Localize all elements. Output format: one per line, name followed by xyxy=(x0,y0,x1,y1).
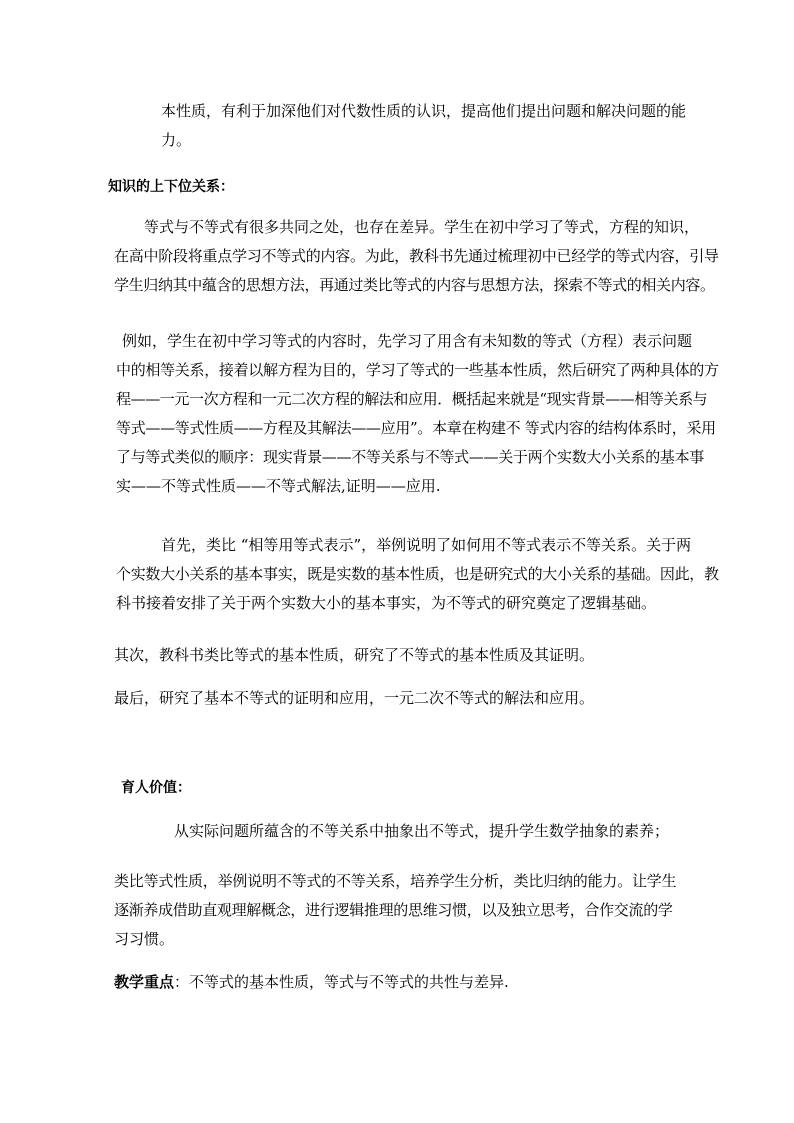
key-point-text: ：不等式的基本性质，等式与不等式的共性与差异. xyxy=(174,973,509,991)
key-point-label: 教学重点 xyxy=(114,973,175,991)
key-point xyxy=(114,968,509,997)
text-line: 逐渐养成借助直观理解概念，进行逻辑推理的思维习惯，以及独立思考，合作交流的学 xyxy=(114,901,673,919)
paragraph-equality-inequality xyxy=(114,213,719,300)
heading-educational-value: 育人价值： xyxy=(121,780,191,796)
text-line: 类比等式性质，举例说明不等式的不等关系，培养学生分析，类比归纳的能力。让学生 xyxy=(114,872,677,890)
text-line: 个实数大小关系的基本事实，既是实数的基本性质，也是研究式的大小关系的基础。因此，教 xyxy=(116,565,719,583)
text-line: 中的相等关系，接着以解方程为目的，学习了等式的一些基本性质，然后研究了两种具体的方 xyxy=(116,361,719,379)
paragraph-abstraction: 从实际问题所蕴含的不等关系中抽象出不等式，提升学生数学抽象的素养； xyxy=(174,822,670,840)
text-line: 实——不等式性质——不等式解法,证明——应用. xyxy=(116,477,441,495)
paragraph-example xyxy=(116,327,719,501)
text-line: 科书接着安排了关于两个实数大小的基本事实，为不等式的研究奠定了逻辑基础。 xyxy=(116,594,657,612)
text-line: 在高中阶段将重点学习不等式的内容。为此，教科书先通过梳理初中已经学的等式内容，引导 xyxy=(114,247,719,265)
text-line: 首先，类比 “相等用等式表示”，举例说明了如何用不等式表示不等关系。关于两 xyxy=(161,536,692,554)
text-line: 力。 xyxy=(161,131,192,149)
paragraph-first xyxy=(116,531,719,618)
paragraph-second: 其次，教科书类比等式的基本性质，研究了不等式的基本性质及其证明。 xyxy=(114,646,595,664)
text-line: 习习惯。 xyxy=(114,930,175,948)
text-line: 程——一元一次方程和一元二次方程的解法和应用．概括起来就是“现实背景——相等关系与 xyxy=(116,390,708,408)
text-line: 了与等式类似的顺序：现实背景——不等关系与不等式——关于两个实数大小关系的基本事 xyxy=(116,448,705,466)
text-line: 等式——等式性质——方程及其解法——应用”。本章在构建不 等式内容的结构体系时，采用 xyxy=(116,419,716,437)
paragraph-analogy xyxy=(114,867,676,954)
text-line: 学生归纳其中蕴含的思想方法，再通过类比等式的内容与思想方法，探索不等式的相关内容。 xyxy=(114,276,715,294)
text-line: 例如，学生在初中学习等式的内容时，先学习了用含有未知数的等式（方程）表示问题 xyxy=(122,332,693,350)
text-line: 本性质，有利于加深他们对代数性质的认识，提高他们提出问题和解决问题的能 xyxy=(161,102,687,120)
intro-continuation xyxy=(161,97,686,155)
heading-knowledge-relation: 知识的上下位关系： xyxy=(108,179,234,195)
text-line: 等式与不等式有很多共同之处，也存在差异。学生在初中学习了等式，方程的知识， xyxy=(144,218,700,236)
paragraph-finally: 最后，研究了基本不等式的证明和应用，一元二次不等式的解法和应用。 xyxy=(114,689,595,707)
